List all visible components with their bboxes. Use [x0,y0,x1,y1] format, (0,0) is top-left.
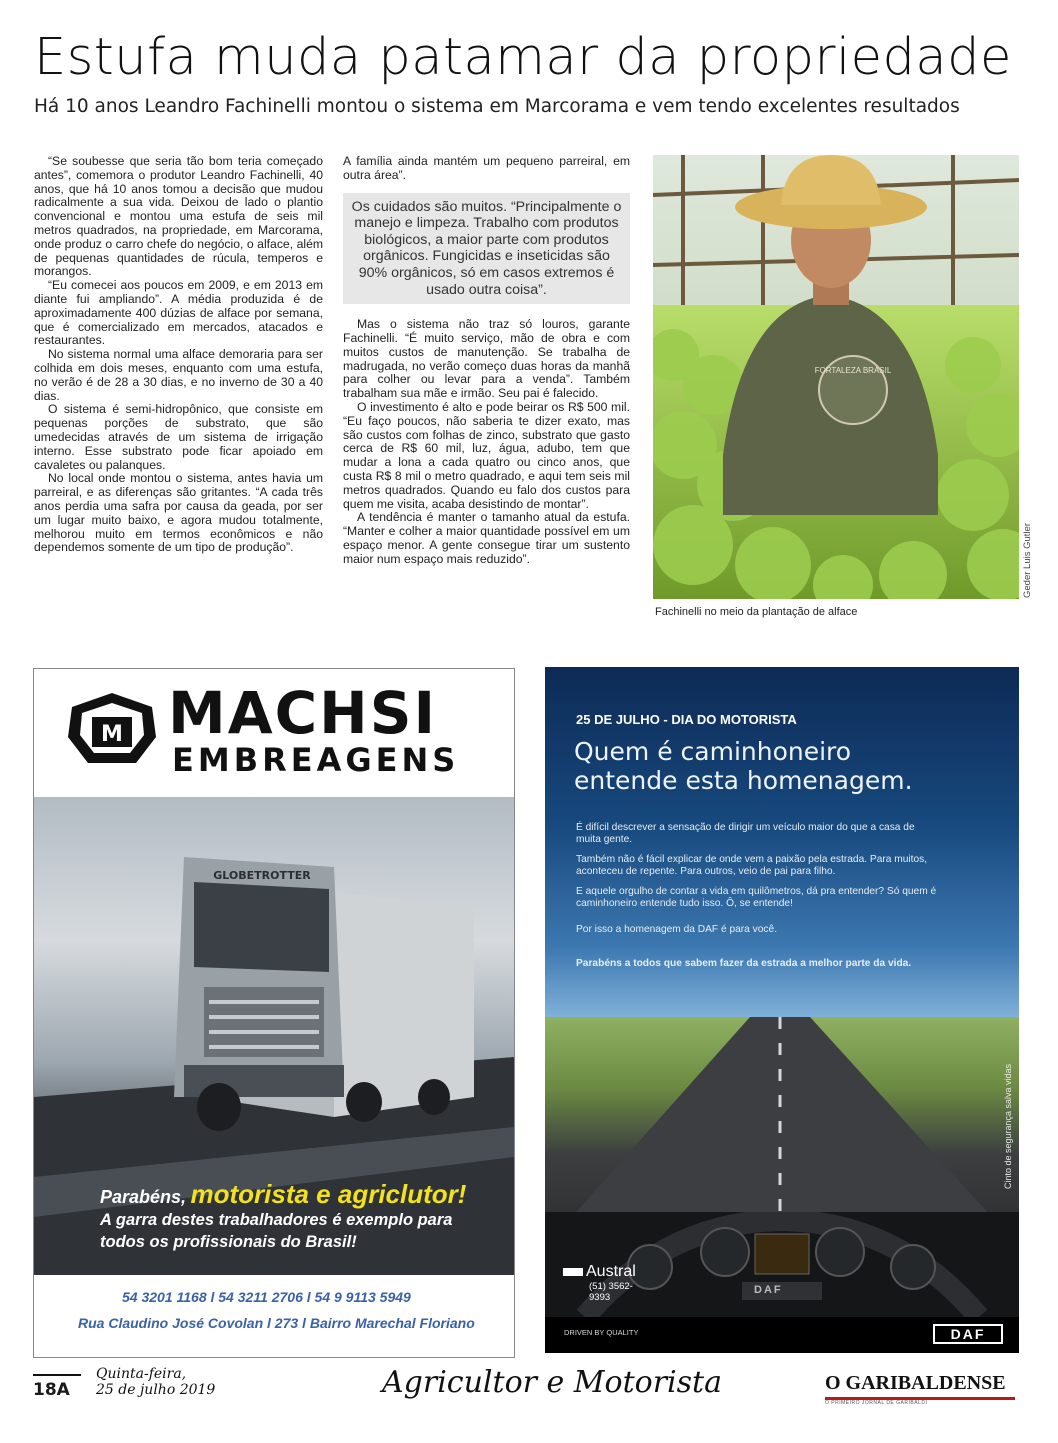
machsi-contact [34,1275,514,1358]
daf-seatbelt-notice: Cinto de segurança salva vidas [1003,1063,1013,1189]
daf-headline [574,737,913,795]
austral-dealer [563,1263,653,1303]
edition-date [96,1366,215,1398]
machsi-brand-sub: EMBREAGENS [172,741,460,779]
truck-cab-text: GLOBETROTTER [213,869,311,882]
paragraph: “Se soubesse que seria tão bom teria começado antes”, comemora o produtor Leandro Fachinelli, 40 anos, que há 10 anos tomou a decisão que mudou radicalmente a sua vida. Deixou de lado o plantio convencional e montou uma estufa de seis mil metros quadrados, na propriedade, em Marcorama, onde produz o carro chefe do negócio, o alface, além de pequenas quantidades de rúcula, temperos e morangos. [34,154,323,279]
newspaper-tagline: O PRIMEIRO JORNAL DE GARIBALDI [825,1400,928,1406]
paragraph: No local onde montou o sistema, antes havia um parreiral, e as diferenças são gritantes. “A cada três anos perdia uma safra por causa da geada, por ser um lugar muito baixo, e agora mudou totalmente, melhorou muito em termos econômicos e não dependemos somente de um tipo de produção”. [34,471,323,555]
paragraph: A tendência é manter o tamanho atual da estufa. “Manter e colher a maior quantidade possível em um espaço menor. A gente consegue tirar um sustento maior num espaço mais reduzido”. [343,510,630,566]
newspaper-masthead [825,1372,1015,1406]
article-column-2 [343,155,630,567]
machsi-brand: MACHSI [168,679,438,747]
page-number-box [33,1374,81,1404]
machsi-phones: 54 3201 1168 l 54 3211 2706 l 54 9 9113 5949 [122,1289,411,1305]
article-column-1 [34,155,323,555]
austral-logo-icon [563,1268,583,1276]
paragraph: O investimento é alto e pode beirar os R$ 500 mil. “Eu faço poucos, não saberia te dizer exato, mas são custos com folhas de zinco, substrato que gasto cerca de R$ 60 mil, luz, água, adubo, tem que mudar a lona a cada quatro ou cinco anos, que custa R$ 8 mil o metro quadrado, e aqui tem seis mil metros quadrados. Quando eu falo dos custos para quem me visita, acaba desistindo de montar”. [343,399,630,511]
steering-wheel-logo: DAF [754,1284,783,1296]
machsi-slogan-line-1 [100,1179,466,1210]
machsi-truck-image [34,797,514,1275]
daf-kicker: 25 DE JULHO - DIA DO MOTORISTA [576,712,797,727]
photo-caption: Fachinelli no meio da plantação de alface [655,606,858,618]
austral-phone: (51) 3562-9393 [589,1281,633,1303]
daf-footer-tagline: DRIVEN BY QUALITY [564,1328,639,1337]
daf-body-1: É difícil descrever a sensação de dirigir um veículo maior do que a casa de muita gente. [576,822,915,845]
daf-body-4: Por isso a homenagem da DAF é para você. [576,924,778,935]
photo-credit: Geder Luis Gutler [1022,523,1033,598]
machsi-address: Rua Claudino José Covolan l 273 l Bairro Marechal Floriano [78,1315,475,1331]
daf-footer-bar [545,1317,1019,1353]
machsi-slogan-line-2: A garra destes trabalhadores é exemplo para [100,1211,453,1229]
slogan-highlight: motorista e agriclutor! [190,1179,467,1209]
shirt-logo-text: FORTALEZA BRASIL [814,366,892,375]
daf-logo: DAF [933,1324,1003,1344]
paragraph: No sistema normal uma alface demoraria para ser colhida em dois meses, enquanto com uma estufa, no verão é de 28 a 30 dias, e no inverno de 30 a 40 dias. [34,347,323,403]
paragraph: “Eu comecei aos poucos em 2009, e em 2013 em diante fui ampliando”. A média produzida é de aproximadamente 400 dúzias de alface por semana, que é comercializado em mercados, atacados e restaurantes. [34,278,323,348]
page-number: 18A [33,1380,70,1400]
paragraph: A família ainda mantém um pequeno parreiral, em outra área”. [343,154,630,182]
section-title: Agricultor e Motorista [382,1365,722,1400]
farmer-photo [653,155,1019,599]
daf-body-2: Também não é fácil explicar de onde vem a paixão pela estrada. Para muitos, aconteceu de repente. Para outros, veio de pai para filho. [576,854,928,877]
austral-name: Austral [586,1263,636,1280]
daf-body-3: E aquele orgulho de contar a vida em quilômetros, dá pra entender? Só quem é caminhoneiro entende tudo isso. Ô, se entende! [576,886,937,909]
machsi-header [34,669,514,797]
daf-body-5: Parabéns a todos que sabem fazer da estrada a melhor parte da vida. [576,958,912,969]
daf-headline-line-2: entende esta homenagem. [574,766,913,795]
paragraph: Mas o sistema não traz só louros, garante Fachinelli. “É muito serviço, mão de obra e com muitos custos de manutenção. Se trabalha de madrugada, no verão começo duas horas da manhã para colher ou levar para a venda”. Também trabalham sua mãe e irmão. Seu pai é falecido. [343,317,630,401]
machsi-logo-icon [66,691,158,767]
edition-weekday: Quinta-feira, [96,1366,187,1382]
machsi-advertisement [33,668,515,1358]
paragraph: O sistema é semi-hidropônico, que consiste em pequenas porções de substrato, que são umedecidas através de um sistema de irrigação interno. Esse substrato pode ficar apoiado em cavaletes ou palanques. [34,402,323,472]
newspaper-name: O GARIBALDENSE [825,1372,1006,1394]
daf-headline-line-1: Quem é caminhoneiro [574,737,852,766]
article-headline: Estufa muda patamar da propriedade [34,28,1012,87]
farmer-in-greenhouse-illustration [653,155,1019,599]
machsi-slogan-line-3: todos os profissionais do Brasil! [100,1233,357,1251]
slogan-prefix: Parabéns, [100,1187,187,1207]
daf-advertisement [545,667,1019,1353]
svg-text:M: M [101,722,123,747]
edition-date-line: 25 de julho 2019 [96,1382,216,1398]
pull-quote: Os cuidados são muitos. “Principalmente o manejo e limpeza. Trabalho com produtos biológicos, a maior parte com produtos orgânicos. Fungicidas e inseticidas são 90% orgânicos, só em casos extremos é usado outra coisa”. [343,193,630,305]
article-subheadline: Há 10 anos Leandro Fachinelli montou o sistema em Marcorama e vem tendo excelentes resultados [34,96,960,117]
